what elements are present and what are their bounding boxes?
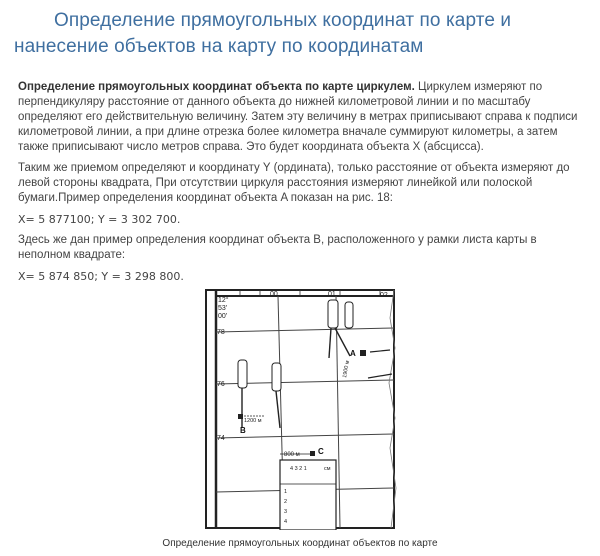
page-title: Определение прямоугольных координат по карте и нанесение объектов на карту по координатам bbox=[14, 10, 512, 57]
grid-label-02: 02 bbox=[380, 292, 388, 299]
article-body bbox=[18, 80, 586, 290]
paragraph-text: Циркулем измеряют по перпендикуляру расстояние от данного объекта до нижней километровой линии и по масштабу определяют его действительную величину. Затем эту величину в метрах приписывают справа к подписи километровой линии, а при длине отрезка более километра вначале суммируют километры, а затем также приписывают число метров справа. Это будет координата объекта X (абсцисса). bbox=[18, 81, 578, 153]
scale-unit: см bbox=[324, 466, 331, 472]
scale-ruler bbox=[280, 451, 336, 530]
object-b-label: B bbox=[240, 426, 246, 435]
paragraph-ordinate: Таким же приемом определяют и координату Y (ордината), только расстояние от объекта измеряют до левой стороны квадрата, При отсутствии циркуля расстояния измеряют линейкой или полоской бумаги.Пример определения координат объекта A показан на рис. 18: bbox=[18, 162, 570, 204]
figure-caption: Определение прямоугольных координат объектов по карте bbox=[162, 538, 438, 549]
object-c-label: C bbox=[318, 447, 324, 456]
corner-minute-label: 53' bbox=[218, 305, 228, 312]
grid-label-78: 78 bbox=[217, 329, 225, 336]
grid-label-74: 74 bbox=[217, 435, 225, 442]
map-figure bbox=[200, 288, 400, 530]
grid-label-00: 00 bbox=[270, 291, 278, 298]
paragraph-lead: Определение прямоугольных координат объекта по карте циркулем. bbox=[18, 81, 415, 93]
distance-b-label: 1200 м bbox=[244, 418, 262, 424]
grid-label-76: 76 bbox=[217, 381, 225, 388]
distance-c-label: 800 м bbox=[284, 452, 300, 458]
paragraph-compass-method bbox=[18, 80, 586, 155]
grid-label-01: 01 bbox=[328, 291, 336, 298]
scale-numbers: 4 3 2 1 bbox=[290, 466, 307, 472]
object-a-label: A bbox=[350, 349, 356, 358]
corner-degree-label: 12° bbox=[218, 297, 229, 304]
corner-minute-label-2: 00' bbox=[218, 313, 228, 320]
scale-tick-2: 2 bbox=[284, 499, 288, 505]
scale-tick-1: 1 bbox=[284, 489, 288, 495]
scale-tick-4: 4 bbox=[284, 519, 288, 525]
coordinates-object-a: X= 5 877100; Y = 3 302 700. bbox=[18, 213, 181, 226]
coordinates-object-b: X= 5 874 850; Y = 3 298 800. bbox=[18, 270, 184, 283]
map-drawing bbox=[200, 288, 400, 530]
paragraph-object-b: Здесь же дан пример определения координат объекта B, расположенного у рамки листа карты в неполном квадрате: bbox=[18, 234, 537, 261]
scale-tick-3: 3 bbox=[284, 509, 288, 515]
distance-a-label: 1900 м bbox=[342, 360, 352, 379]
